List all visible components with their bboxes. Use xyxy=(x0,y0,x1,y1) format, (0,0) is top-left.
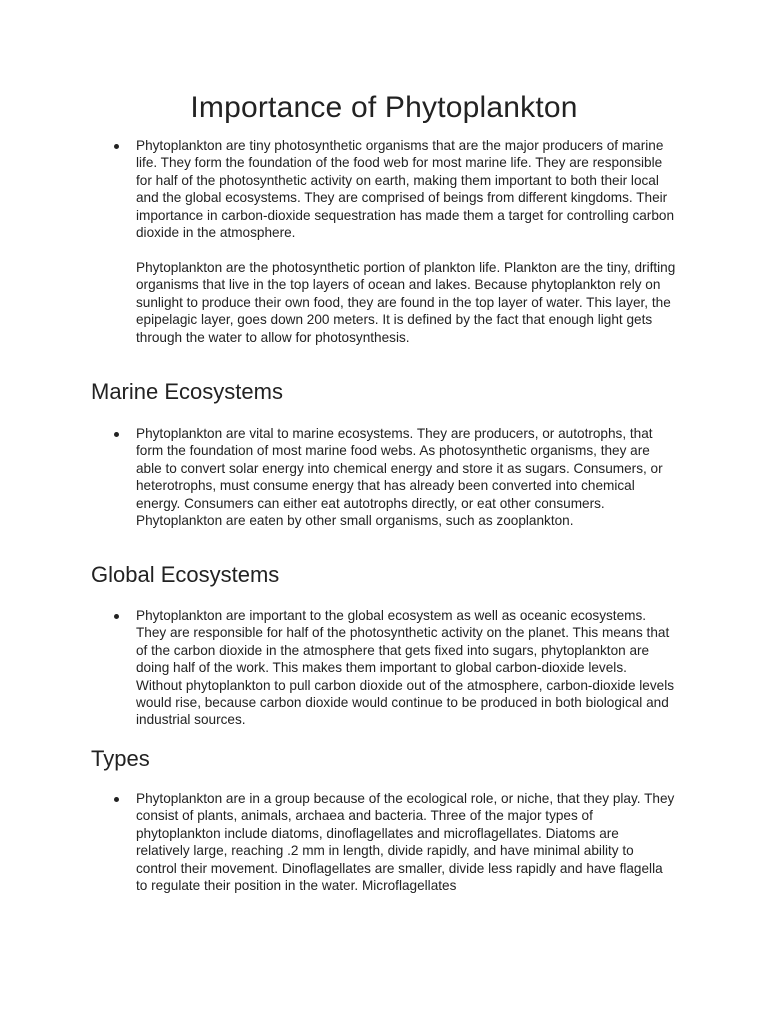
bullet-icon xyxy=(114,144,119,149)
bullet-icon xyxy=(114,614,119,619)
section-heading-global-ecosystems: Global Ecosystems xyxy=(91,562,280,587)
types-paragraph: Phytoplankton are in a group because of the ecological role, or niche, that they play. They consist of plants, animals, archaea and bacteria. Three of the major types of phytoplankton include diatoms, dinoflagellates and microflagellates. Diatoms are relatively large, reaching .2 mm in length, divide rapidly, and have minimal ability to control their movement. Dinoflagellates are smaller, divide less rapidly and have flagella to regulate their position in the water. Microflagellates xyxy=(136,791,675,894)
intro-paragraph: Phytoplankton are tiny photosynthetic organisms that are the major producers of marine life. They form the foundation of the food web for most marine life. They are responsible for half of the photosynthetic activity on earth, making them important to both their local and the global ecosystems. They are comprised of beings from different kingdoms. Their importance in carbon-dioxide sequestration has made them a target for controlling carbon dioxide in the atmosphere. xyxy=(136,138,675,241)
page-title: Importance of Phytoplankton xyxy=(190,91,578,124)
section-heading-marine-ecosystems: Marine Ecosystems xyxy=(91,379,283,404)
bullet-icon xyxy=(114,432,119,437)
section-heading-types: Types xyxy=(91,746,150,771)
intro-continuation-paragraph: Phytoplankton are the photosynthetic portion of plankton life. Plankton are the tiny, drifting organisms that live in the top layers of ocean and lakes. Because phytoplankton rely on sunlight to produce their own food, they are found in the top layer of water. This layer, the epipelagic layer, goes down 200 meters. It is defined by the fact that enough light gets through the water to allow for photosynthesis. xyxy=(136,260,676,345)
bullet-icon xyxy=(114,797,119,802)
global-ecosystems-paragraph: Phytoplankton are important to the global ecosystem as well as oceanic ecosystems. They are responsible for half of the photosynthetic activity on the planet. This means that of the carbon dioxide in the atmosphere that gets fixed into sugars, phytoplankton are doing half of the work. This makes them important to global carbon-dioxide levels. Without phytoplankton to pull carbon dioxide out of the atmosphere, carbon-dioxide levels would rise, because carbon dioxide would continue to be produced in both biological and industrial sources. xyxy=(136,608,675,728)
marine-ecosystems-paragraph: Phytoplankton are vital to marine ecosystems. They are producers, or autotrophs, that form the foundation of most marine food webs. As photosynthetic organisms, they are able to convert solar energy into chemical energy and store it as sugars. Consumers, or heterotrophs, must consume energy that has already been converted into chemical energy. Consumers can either eat autotrophs directly, or eat other consumers. Phytoplankton are eaten by other small organisms, such as zooplankton. xyxy=(136,426,663,529)
